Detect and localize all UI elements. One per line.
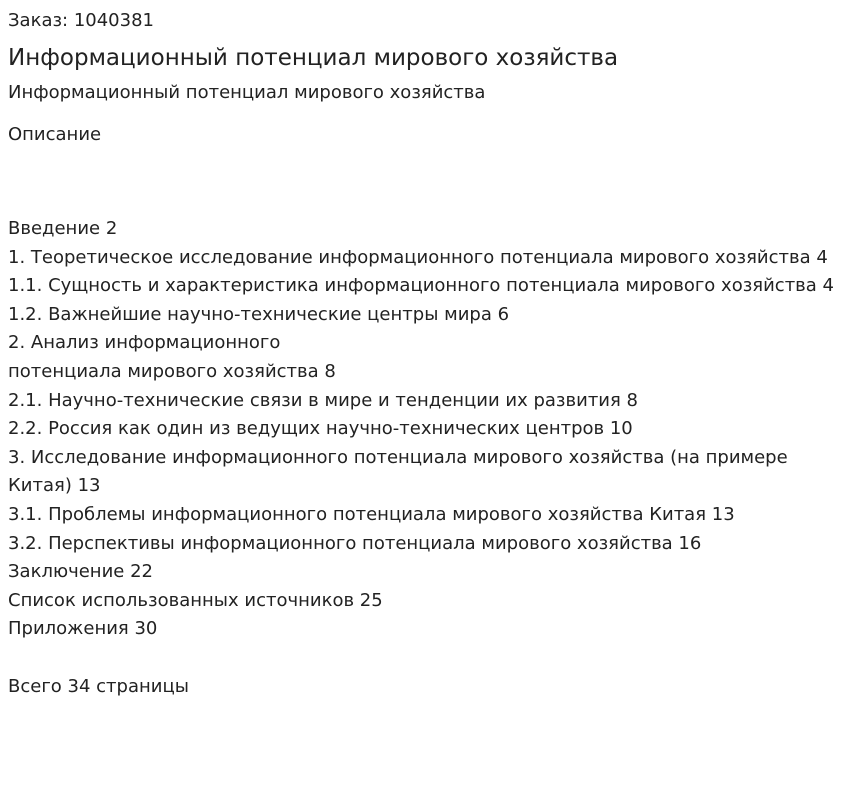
toc-item: Заключение 22 [8,561,153,583]
description-heading: Описание [8,124,102,145]
toc-item: 1.2. Важнейшие научно-технические центры мира 6 [8,303,510,325]
toc-item: 3.2. Перспективы информационного потенциала мирового хозяйства 16 [8,532,702,554]
document-subtitle: Информационный потенциал мирового хозяйства [8,82,486,103]
toc-item: 3. Исследование информационного потенциала мирового хозяйства (на примере Китая) 13 [8,446,788,497]
toc-item: Введение 2 [8,218,118,239]
toc-item: 2.1. Научно-технические связи в мире и тенденции их развития 8 [8,389,638,411]
toc-item: 2.2. Россия как один из ведущих научно-технических центров 10 [8,418,633,440]
table-of-contents [8,215,839,644]
toc-item: 2. Анализ информационного [8,332,281,354]
order-number: Заказ: 1040381 [8,10,154,31]
toc-item: Список использованных источников 25 [8,589,383,611]
page-title: Информационный потенциал мирового хозяйства [8,45,619,71]
toc-item: 3.1. Проблемы информационного потенциала мирового хозяйства Китая 13 [8,503,735,525]
toc-item: 1. Теоретическое исследование информационного потенциала мирового хозяйства 4 [8,246,828,268]
total-pages: Всего 34 страницы [8,675,189,697]
toc-item: 1.1. Сущность и характеристика информационного потенциала мирового хозяйства 4 [8,275,834,297]
toc-item: Приложения 30 [8,618,158,640]
toc-item: потенциала мирового хозяйства 8 [8,360,336,382]
